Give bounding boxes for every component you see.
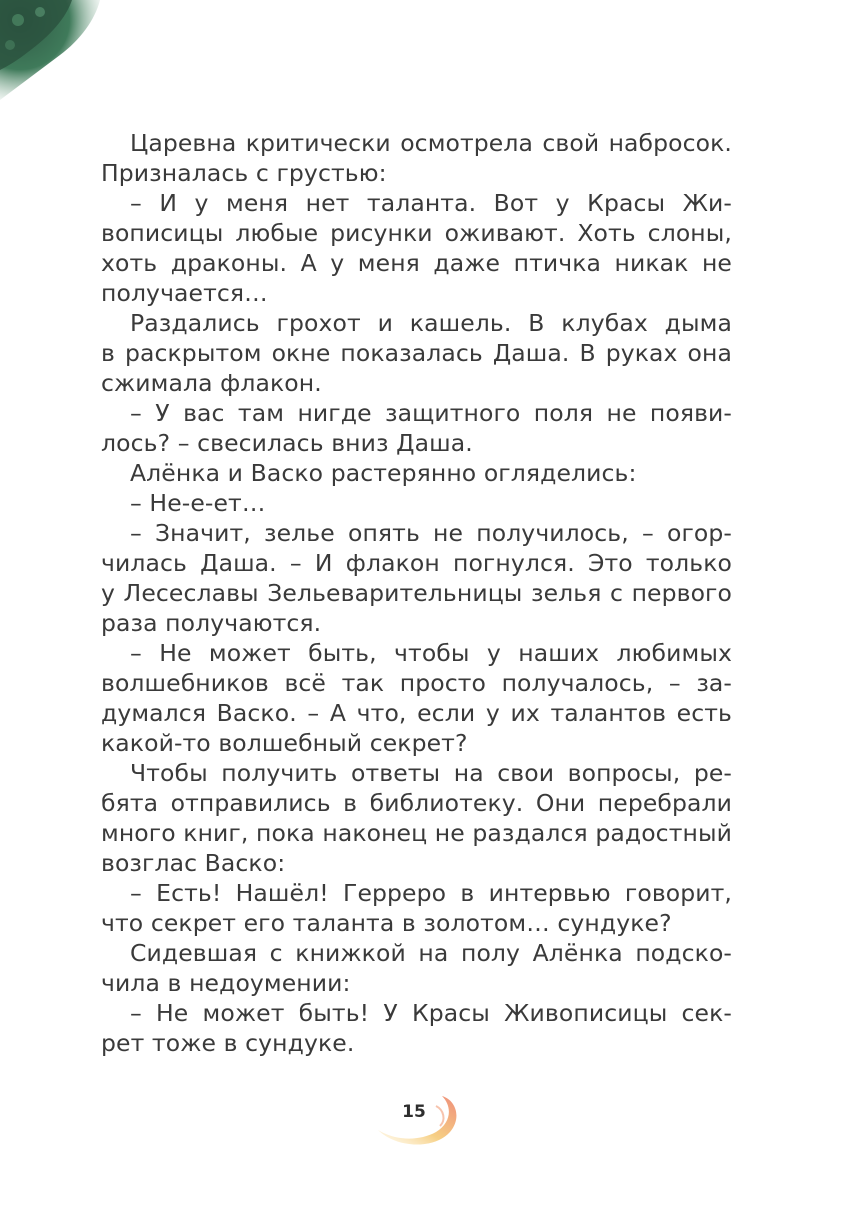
text-line: волшебников всё так просто получалось, – за- <box>101 669 732 697</box>
text-line: какой-то волшебный секрет? <box>101 729 468 757</box>
text-line: Чтобы получить ответы на свои вопросы, ре- <box>130 759 732 787</box>
text-line: чила в недоумении: <box>101 969 351 997</box>
text-line: вописицы любые рисунки оживают. Хоть слоны, <box>101 219 732 247</box>
page-number-badge <box>372 1088 464 1152</box>
page-number: 15 <box>402 1102 426 1122</box>
page-text <box>101 128 732 1058</box>
text-line: Алёнка и Васко растерянно огляделись: <box>130 459 637 487</box>
text-line: – Не-е-ет… <box>130 489 266 517</box>
text-line: – Есть! Нашёл! Герреро в интервью говорит, <box>130 879 732 907</box>
text-line: Сидевшая с книжкой на полу Алёнка подско- <box>130 939 732 967</box>
text-line: у Лесеславы Зельеварительницы зелья с первого <box>101 579 732 607</box>
text-line: Призналась с грустью: <box>101 159 387 187</box>
text-line: раза получаются. <box>101 609 322 637</box>
text-line: рет тоже в сундуке. <box>101 1029 355 1057</box>
text-line: получается… <box>101 279 268 307</box>
text-line: сжимала флакон. <box>101 369 322 397</box>
text-line: – Значит, зелье опять не получилось, – огор- <box>130 519 732 547</box>
text-line: хоть драконы. А у меня даже птичка никак не <box>101 249 732 277</box>
text-line: – Не может быть! У Красы Живописицы сек- <box>130 999 732 1027</box>
text-line: – Не может быть, чтобы у наших любимых <box>130 639 732 667</box>
text-line: думался Васко. – А что, если у их талантов есть <box>101 699 732 727</box>
text-line: – У вас там нигде защитного поля не появи- <box>130 399 732 427</box>
corner-illustration <box>0 0 110 110</box>
text-line: много книг, пока наконец не раздался радостный <box>101 819 732 847</box>
text-line: бята отправились в библиотеку. Они перебрали <box>101 789 732 817</box>
text-line: возглас Васко: <box>101 849 286 877</box>
text-line: чилась Даша. – И флакон погнулся. Это только <box>101 549 732 577</box>
text-line: Раздались грохот и кашель. В клубах дыма <box>130 309 732 337</box>
text-line: в раскрытом окне показалась Даша. В руках она <box>101 339 732 367</box>
text-line: Царевна критически осмотрела свой набросок. <box>130 129 732 157</box>
text-line: лось? – свесилась вниз Даша. <box>101 429 473 457</box>
text-line: что секрет его таланта в золотом… сундуке? <box>101 909 672 937</box>
text-line: – И у меня нет таланта. Вот у Красы Жи- <box>130 189 732 217</box>
